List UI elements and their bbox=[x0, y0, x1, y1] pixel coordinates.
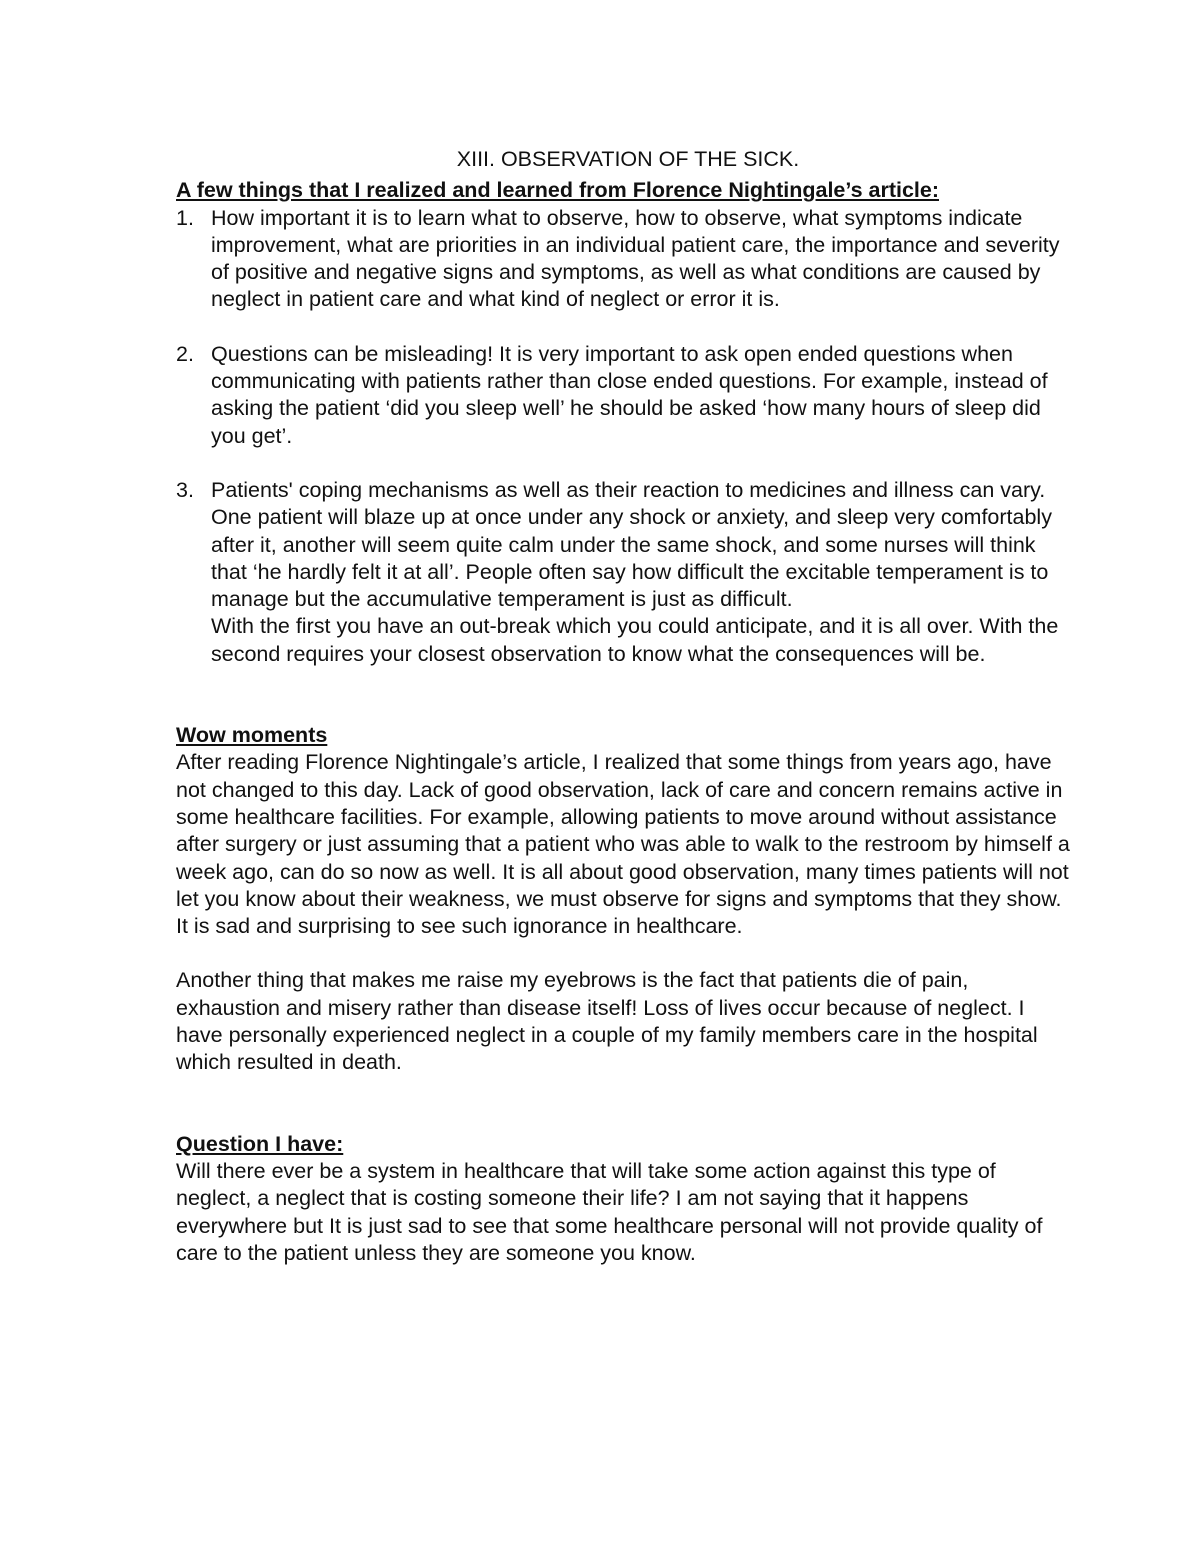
list-item-text: One patient will blaze up at once under any shock or anxiety, and sleep very comfortably after it, another will seem quite calm under the same shock, and some nurses will think that ‘he hardly felt it at all’. People often say how difficult the excitable temperament is to manage but the accumulative temperament is just as difficult. bbox=[211, 505, 1052, 612]
spacer bbox=[176, 1077, 1076, 1131]
wow-moments-paragraph: After reading Florence Nightingale’s article, I realized that some things from years ago, have not changed to this day. Lack of good observation, lack of care and concern remains active in some healthcare facilities. For example, allowing patients to move around without assistance after surgery or just assuming that a patient who was able to walk to the restroom by himself a week ago, can do so now as well. It is all about good observation, many times patients will not let you know about their weakness, we must observe for signs and symptoms that they show. It is sad and surprising to see such ignorance in healthcare. bbox=[176, 750, 1070, 939]
list-item-number: 3. bbox=[176, 477, 194, 502]
intro-heading: A few things that I realized and learned from Florence Nightingale’s article: bbox=[176, 178, 939, 203]
list-item bbox=[176, 341, 1076, 450]
spacer bbox=[176, 940, 1076, 967]
spacer bbox=[176, 450, 1076, 477]
list-item bbox=[176, 477, 1076, 668]
list-item-text: Patients' coping mechanisms as well as their reaction to medicines and illness can vary. bbox=[211, 477, 1046, 502]
question-paragraph: Will there ever be a system in healthcare that will take some action against this type of neglect, a neglect that is costing someone their life? I am not saying that it happens everywhere but It is just sad to see that some healthcare personal will not provide quality of care to the patient unless they are someone you know. bbox=[176, 1158, 1043, 1265]
spacer bbox=[176, 314, 1076, 341]
question-heading: Question I have: bbox=[176, 1131, 344, 1156]
list-item-body bbox=[211, 477, 1076, 668]
list-item-text: How important it is to learn what to observe, how to observe, what symptoms indicate improvement, what are priorities in an individual patient care, the importance and severity of positive and negative signs and symptoms, as well as what conditions are caused by neglect in patient care and what kind of neglect or error it is. bbox=[211, 205, 1060, 312]
wow-moments-heading: Wow moments bbox=[176, 723, 328, 748]
document-body bbox=[176, 146, 1076, 1267]
list-item-text: Questions can be misleading! It is very important to ask open ended questions when communicating with patients rather than close ended questions. For example, instead of asking the patient ‘did you sleep well’ he should be asked ‘how many hours of sleep did you get’. bbox=[211, 341, 1048, 448]
list-item-text: With the first you have an out-break which you could anticipate, and it is all over. With the second requires your closest observation to know what the consequences will be. bbox=[211, 614, 1059, 666]
list-item bbox=[176, 205, 1076, 314]
list-item-body bbox=[211, 205, 1076, 314]
list-item-body bbox=[211, 341, 1076, 450]
list-item-number: 2. bbox=[176, 341, 194, 366]
spacer bbox=[176, 668, 1076, 722]
wow-moments-paragraph: Another thing that makes me raise my eyebrows is the fact that patients die of pain, exhaustion and misery rather than disease itself! Loss of lives occur because of neglect. I have personally experienced neglect in a couple of my family members care in the hospital which resulted in death. bbox=[176, 968, 1038, 1075]
list-item-number: 1. bbox=[176, 205, 194, 230]
document-title: XIII. OBSERVATION OF THE SICK. bbox=[456, 147, 800, 171]
